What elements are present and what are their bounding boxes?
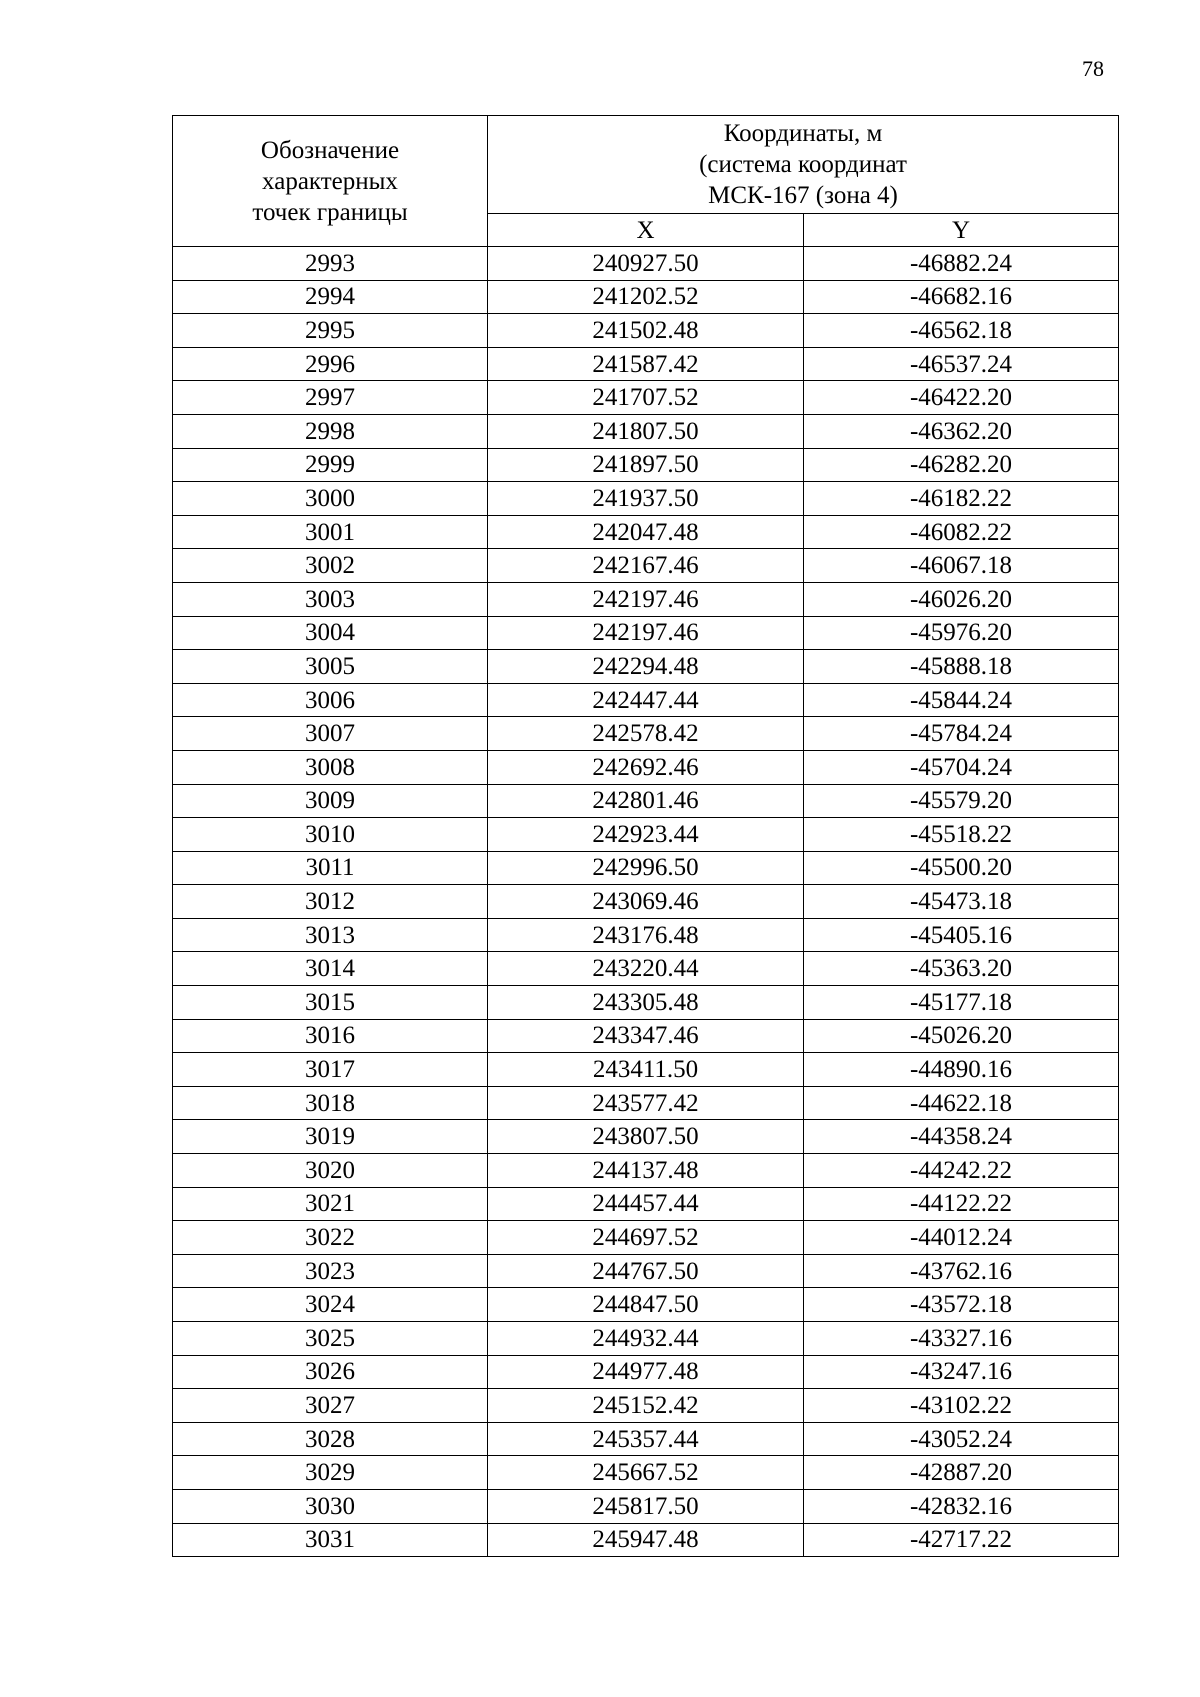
table-row [173,314,1119,348]
table-row [173,1086,1119,1120]
table-body [173,247,1119,1557]
x-coordinate-cell: 242197.46 [488,616,804,650]
y-coordinate-cell: -44122.22 [804,1187,1119,1221]
point-cell: 2997 [173,381,488,415]
point-cell: 3028 [173,1422,488,1456]
x-coordinate-cell: 242447.44 [488,683,804,717]
table-row [173,482,1119,516]
y-coordinate-cell: -45026.20 [804,1019,1119,1053]
x-coordinate-cell: 243347.46 [488,1019,804,1053]
point-cell: 3009 [173,784,488,818]
point-cell: 2998 [173,414,488,448]
table-row [173,784,1119,818]
coordinates-header-line: МСК-167 (зона 4) [708,182,898,209]
y-coordinate-cell: -46882.24 [804,247,1119,281]
table-row [173,683,1119,717]
x-coordinate-cell: 241897.50 [488,448,804,482]
table-row [173,515,1119,549]
y-coordinate-cell: -46682.16 [804,280,1119,314]
x-coordinate-cell: 243411.50 [488,1053,804,1087]
table-row [173,1053,1119,1087]
table-row [173,986,1119,1020]
point-cell: 3022 [173,1221,488,1255]
y-column-header: Y [804,214,1119,247]
point-cell: 3017 [173,1053,488,1087]
point-cell: 3005 [173,650,488,684]
point-cell: 3008 [173,750,488,784]
y-coordinate-cell: -44358.24 [804,1120,1119,1154]
point-cell: 3002 [173,549,488,583]
table-row [173,381,1119,415]
table-row [173,1154,1119,1188]
table-row [173,549,1119,583]
table-row [173,448,1119,482]
table-row [173,750,1119,784]
x-coordinate-cell: 242047.48 [488,515,804,549]
point-cell: 3020 [173,1154,488,1188]
point-cell: 2994 [173,280,488,314]
x-coordinate-cell: 242294.48 [488,650,804,684]
table-row [173,582,1119,616]
x-coordinate-cell: 242923.44 [488,818,804,852]
x-coordinate-cell: 243220.44 [488,952,804,986]
table-row [173,1254,1119,1288]
x-coordinate-cell: 244977.48 [488,1355,804,1389]
table-row [173,1019,1119,1053]
coordinates-header-line: Координаты, м [723,120,883,147]
x-coordinate-cell: 241202.52 [488,280,804,314]
y-coordinate-cell: -43102.22 [804,1389,1119,1423]
x-coordinate-cell: 244847.50 [488,1288,804,1322]
table-row [173,1389,1119,1423]
y-coordinate-cell: -43762.16 [804,1254,1119,1288]
y-coordinate-cell: -46362.20 [804,414,1119,448]
y-coordinate-cell: -46067.18 [804,549,1119,583]
y-coordinate-cell: -44242.22 [804,1154,1119,1188]
point-cell: 3025 [173,1322,488,1356]
x-coordinate-cell: 242578.42 [488,717,804,751]
point-header-line: точек границы [252,198,408,226]
point-cell: 3029 [173,1456,488,1490]
y-coordinate-cell: -45518.22 [804,818,1119,852]
point-cell: 3027 [173,1389,488,1423]
x-coordinate-cell: 245152.42 [488,1389,804,1423]
table-row [173,414,1119,448]
y-coordinate-cell: -45888.18 [804,650,1119,684]
point-cell: 2995 [173,314,488,348]
table-row [173,1456,1119,1490]
point-cell: 3006 [173,683,488,717]
x-coordinate-cell: 241937.50 [488,482,804,516]
y-coordinate-cell: -43327.16 [804,1322,1119,1356]
table-row [173,1355,1119,1389]
table-row [173,885,1119,919]
table-row [173,717,1119,751]
point-cell: 3012 [173,885,488,919]
table-row [173,280,1119,314]
x-coordinate-cell: 245947.48 [488,1523,804,1557]
table-row [173,616,1119,650]
x-coordinate-cell: 244457.44 [488,1187,804,1221]
y-coordinate-cell: -42832.16 [804,1489,1119,1523]
point-cell: 3000 [173,482,488,516]
point-header-line: Обозначение [260,136,400,164]
table-header [173,116,1119,247]
y-coordinate-cell: -45704.24 [804,750,1119,784]
point-cell: 3013 [173,918,488,952]
point-cell: 3015 [173,986,488,1020]
table-row [173,1221,1119,1255]
point-cell: 3019 [173,1120,488,1154]
table-row [173,1187,1119,1221]
point-cell: 3024 [173,1288,488,1322]
y-coordinate-cell: -45473.18 [804,885,1119,919]
x-coordinate-cell: 243176.48 [488,918,804,952]
table-row [173,650,1119,684]
table-row [173,818,1119,852]
x-coordinate-cell: 241807.50 [488,414,804,448]
y-coordinate-cell: -42717.22 [804,1523,1119,1557]
y-coordinate-cell: -45363.20 [804,952,1119,986]
x-coordinate-cell: 242692.46 [488,750,804,784]
y-coordinate-cell: -46026.20 [804,582,1119,616]
page-number: 78 [1082,56,1104,81]
y-coordinate-cell: -46282.20 [804,448,1119,482]
y-coordinate-cell: -45405.16 [804,918,1119,952]
x-coordinate-cell: 240927.50 [488,247,804,281]
y-coordinate-cell: -46422.20 [804,381,1119,415]
table-row [173,347,1119,381]
y-coordinate-cell: -46537.24 [804,347,1119,381]
y-coordinate-cell: -46562.18 [804,314,1119,348]
x-coordinate-cell: 244767.50 [488,1254,804,1288]
x-coordinate-cell: 243069.46 [488,885,804,919]
table-row [173,851,1119,885]
point-cell: 3030 [173,1489,488,1523]
y-coordinate-cell: -43052.24 [804,1422,1119,1456]
y-coordinate-cell: -45500.20 [804,851,1119,885]
point-cell: 2993 [173,247,488,281]
y-coordinate-cell: -43572.18 [804,1288,1119,1322]
y-coordinate-cell: -44622.18 [804,1086,1119,1120]
point-header-line: характерных [262,167,398,195]
point-cell: 3011 [173,851,488,885]
point-cell: 3023 [173,1254,488,1288]
point-cell: 3004 [173,616,488,650]
point-cell: 3018 [173,1086,488,1120]
point-cell: 2999 [173,448,488,482]
point-cell: 3014 [173,952,488,986]
x-coordinate-cell: 243305.48 [488,986,804,1020]
x-coordinate-cell: 245667.52 [488,1456,804,1490]
table-row [173,247,1119,281]
table-row [173,1120,1119,1154]
y-coordinate-cell: -45177.18 [804,986,1119,1020]
y-coordinate-cell: -45579.20 [804,784,1119,818]
x-coordinate-cell: 241587.42 [488,347,804,381]
y-coordinate-cell: -45976.20 [804,616,1119,650]
table-row [173,918,1119,952]
x-coordinate-cell: 244697.52 [488,1221,804,1255]
coordinates-table [172,115,1119,1557]
x-coordinate-cell: 241502.48 [488,314,804,348]
x-coordinate-cell: 242801.46 [488,784,804,818]
coordinates-header-line: (система координат [699,151,907,178]
x-coordinate-cell: 243807.50 [488,1120,804,1154]
x-coordinate-cell: 245357.44 [488,1422,804,1456]
table-row [173,1322,1119,1356]
table-row [173,1523,1119,1557]
x-coordinate-cell: 242167.46 [488,549,804,583]
x-coordinate-cell: 244932.44 [488,1322,804,1356]
y-coordinate-cell: -45784.24 [804,717,1119,751]
y-coordinate-cell: -46182.22 [804,482,1119,516]
table-row [173,1489,1119,1523]
y-coordinate-cell: -42887.20 [804,1456,1119,1490]
table-row [173,952,1119,986]
x-coordinate-cell: 244137.48 [488,1154,804,1188]
y-coordinate-cell: -45844.24 [804,683,1119,717]
point-cell: 3010 [173,818,488,852]
point-cell: 3001 [173,515,488,549]
table-row [173,1288,1119,1322]
x-coordinate-cell: 245817.50 [488,1489,804,1523]
point-cell: 3021 [173,1187,488,1221]
y-coordinate-cell: -46082.22 [804,515,1119,549]
y-coordinate-cell: -44890.16 [804,1053,1119,1087]
point-cell: 3026 [173,1355,488,1389]
coordinates-header [488,116,1119,214]
x-coordinate-cell: 241707.52 [488,381,804,415]
x-coordinate-cell: 242197.46 [488,582,804,616]
y-coordinate-cell: -44012.24 [804,1221,1119,1255]
x-coordinate-cell: 242996.50 [488,851,804,885]
point-cell: 3003 [173,582,488,616]
x-column-header: X [488,214,804,247]
x-coordinate-cell: 243577.42 [488,1086,804,1120]
point-cell: 3007 [173,717,488,751]
point-cell: 3031 [173,1523,488,1557]
point-cell: 3016 [173,1019,488,1053]
point-designation-header [173,116,488,247]
point-cell: 2996 [173,347,488,381]
y-coordinate-cell: -43247.16 [804,1355,1119,1389]
table-row [173,1422,1119,1456]
